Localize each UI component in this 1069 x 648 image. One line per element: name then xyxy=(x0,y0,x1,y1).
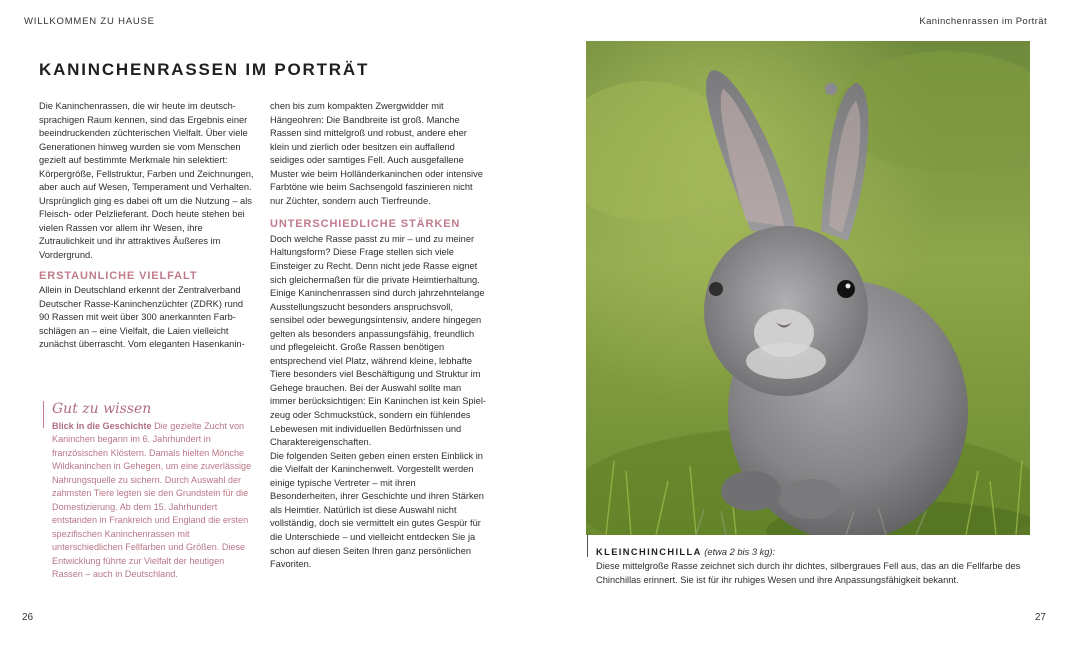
caption-rule xyxy=(587,534,588,557)
text-column-2 xyxy=(270,100,486,572)
subhead-vielfalt: ERSTAUNLICHE VIELFALT xyxy=(39,269,198,282)
page-title: KANINCHENRASSEN IM PORTRÄT xyxy=(39,60,370,79)
caption-weight: (etwa 2 bis 3 kg): xyxy=(704,547,776,557)
subhead-staerken: UNTERSCHIEDLICHE STÄRKEN xyxy=(270,218,461,231)
running-head-left: WILLKOMMEN ZU HAUSE xyxy=(24,16,155,27)
info-box xyxy=(52,403,252,582)
photo-caption xyxy=(596,545,1036,588)
running-head-right: Kaninchenrassen im Porträt xyxy=(919,16,1047,27)
info-box-lead: Blick in die Geschichte xyxy=(52,420,152,431)
rabbit-illustration xyxy=(586,41,1030,535)
page-number-right: 27 xyxy=(1034,612,1046,623)
info-box-title: Gut zu wissen xyxy=(52,401,152,417)
caption-text: Diese mittelgroße Rasse zeichnet sich durch ihr dichtes, silbergraues Fell aus, das an die Fellfarbe des Chinchillas erinnert. Sie ist für ihr ruhiges Wesen und ihre Anpassungsfähigkeit bekannt. xyxy=(596,561,1021,586)
page-number-left: 26 xyxy=(22,612,34,623)
info-box-text xyxy=(52,420,252,582)
rabbit-photo xyxy=(586,41,1030,535)
continued-paragraph: chen bis zum kompakten Zwergwidder mit Hängeohren: Die Bandbreite ist groß. Manche Rassen sind mittelgroß und robust, andere eher klein und zierlich oder besitzen ein auffallend seidiges oder samtiges Fell. Auch ausgefallene Muster wie beim Holländerkaninchen oder intensive Farbtöne wie beim Sachsengold faszinieren nicht nur Züchter, sondern auch Tierfreunde. xyxy=(270,101,483,206)
intro-paragraph: Die Kaninchenrassen, die wir heute im deutschsprachigen Raum kennen, sind das Ergebnis einer beeindruckenden züchterischen Vielfalt. Über viele Generationen hinweg wurden sie vom Menschen gezielt auf bestimmte Merkmale hin selektiert: Körpergröße, Fellstruktur, Farben und Zeichnungen, aber auch auf Wesen, Temperament und Verhalten. Ursprünglich ging es dabei oft um die Nutzung – als Fleisch- oder Pelzlieferant. Doch heute stehen bei vielen Rassen vor allem ihr Wesen, ihre Zutraulichkeit und ihr attraktives Äußeres im Vordergrund. xyxy=(39,101,254,261)
caption-label: KLEINCHINCHILLA xyxy=(596,547,702,557)
info-box-body: Die gezielte Zucht von Kaninchen begann im 6. Jahrhundert in französischen Klöstern. Damals hielten Mönche Wildkaninchen in Gehegen, um eine zuverlässige Nahrungsquelle zu sichern. Durch Auswahl der zahmsten Tiere legten sie den Grundstein für die Domestizierung. Ab dem 15. Jahrhundert entstanden in Frankreich und England die ersten spezifischen Kaninchenrassen mit unterschiedlichen Fellfarben und Größen. Diese Entwicklung führte zur Vielfalt der heutigen Rassen – auch in Deutschland. xyxy=(52,420,252,579)
closing-paragraph: Die folgenden Seiten geben einen ersten Einblick in die Vielfalt der Kaninchenwelt. Vorgestellt werden einige typische Vertreter – mit ihren Besonderheiten, ihrer Geschichte und ihren Stärken als Heimtier. Natürlich ist diese Auswahl nicht vollständig, doch sie vermittelt ein gutes Gespür für die Unterschiede – und vielleicht entdecken Sie ja schon auf diesen Seiten Ihren ganz persönlichen Favoriten. xyxy=(270,450,484,570)
staerken-paragraph: Doch welche Rasse passt zu mir – und zu meiner Haltungsform? Diese Frage stellen sich viele Einsteiger zu Recht. Denn nicht jede Rasse eignet sich gleichermaßen für die private Heimtierhaltung. Einige Kaninchenrassen sind durch jahrzehntelange Ausstellungszucht besonders anspruchsvoll, sensibel oder bewegungsintensiv, andere hingegen gelten als besonders anpassungsfähig, freundlich und pflegeleicht. Große Rassen benötigen entsprechend viel Platz, während kleine, lebhafte Tiere besonders viel Beschäftigung und Struktur im Gehege brauchen. Bei der Auswahl sollte man immer berücksichtigen: Ein Kaninchen ist kein Spielzeug oder Schmuckstück, sondern ein fühlendes Lebewesen mit individuellen Bedürfnissen und Charaktereigenschaften. xyxy=(270,233,487,448)
vielfalt-paragraph: Allein in Deutschland erkennt der Zentralverband Deutscher Rasse-Kaninchenzüchter (ZDRK) rund 90 Rassen mit weit über 300 anerkannten Farbschlägen an – eine Vielfalt, die Laien vielleicht zunächst überrascht. Vom eleganten Hasenkanin- xyxy=(39,285,245,350)
text-column-1 xyxy=(39,100,255,352)
tip-accent-bar xyxy=(43,401,44,428)
